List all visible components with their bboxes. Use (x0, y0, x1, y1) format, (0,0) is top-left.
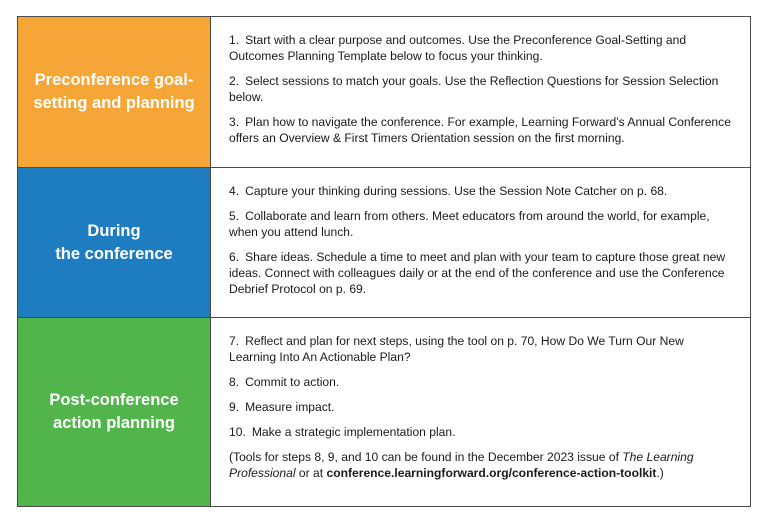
item-text: Capture your thinking during sessions. Use the Session Note Catcher on p. 68. (245, 184, 668, 198)
content-during (211, 168, 750, 317)
note-text: .) (656, 466, 664, 480)
content-post-conference (211, 318, 750, 506)
item-text: Plan how to navigate the conference. For example, Learning Forward’s Annual Conference offers an Overview & First Timers Orientation session on the first morning. (229, 115, 731, 145)
toolkit-url: conference.learningforward.org/conference-action-toolkit (326, 466, 657, 480)
item-text: Collaborate and learn from others. Meet educators from around the world, for example, when you attend lunch. (229, 209, 710, 239)
list-item (229, 399, 734, 415)
row-during (18, 167, 750, 317)
item-number: 4. (229, 184, 240, 198)
publication-title: The Learning Professional (229, 450, 694, 480)
row-preconference (18, 17, 750, 167)
item-number: 9. (229, 400, 240, 414)
item-text: Share ideas. Schedule a time to meet and plan with your team to capture those great new ideas. Connect with colleagues daily or at the end of the conference and use the Conference Debrief Protocol on p. 69. (229, 250, 726, 296)
label-post-conference (18, 318, 211, 506)
list-item (229, 374, 734, 390)
list-item (229, 249, 734, 297)
item-text: Make a strategic implementation plan. (251, 425, 456, 439)
row-post-conference (18, 317, 750, 506)
item-text: Select sessions to match your goals. Use the Reflection Questions for Session Selection below. (229, 74, 719, 104)
note-text: (Tools for steps 8, 9, and 10 can be found in the December 2023 issue of (229, 450, 623, 464)
list-item (229, 73, 734, 105)
item-text: Commit to action. (245, 375, 340, 389)
label-line: During (87, 221, 141, 240)
item-text: Start with a clear purpose and outcomes. Use the Preconference Goal-Setting and Outcomes Planning Template below to focus your thinking. (229, 33, 687, 63)
list-item (229, 208, 734, 240)
label-line: Post-conference (49, 391, 179, 409)
content-preconference (211, 17, 750, 167)
label-line: the conference (55, 244, 173, 263)
item-number: 1. (229, 33, 240, 47)
note-text: or at (295, 466, 327, 480)
label-during (18, 168, 211, 317)
item-number: 8. (229, 375, 240, 389)
item-text: Measure impact. (245, 400, 335, 414)
label-line: Preconference goal- (34, 71, 194, 89)
item-number: 2. (229, 74, 240, 88)
list-item (229, 333, 734, 365)
item-number: 7. (229, 334, 240, 348)
list-item (229, 424, 734, 440)
list-item (229, 183, 734, 199)
label-preconference (18, 17, 211, 167)
item-text: Reflect and plan for next steps, using the tool on p. 70, How Do We Turn Our New Learning Into An Actionable Plan? (229, 334, 684, 364)
label-line: action planning (53, 414, 175, 432)
item-number: 3. (229, 115, 240, 129)
list-item (229, 114, 734, 146)
conference-planning-table (17, 16, 751, 507)
item-number: 5. (229, 209, 240, 223)
label-line: setting and planning (33, 94, 195, 112)
item-number: 6. (229, 250, 240, 264)
list-item (229, 32, 734, 64)
item-number: 10. (229, 425, 246, 439)
tools-note (229, 449, 734, 481)
